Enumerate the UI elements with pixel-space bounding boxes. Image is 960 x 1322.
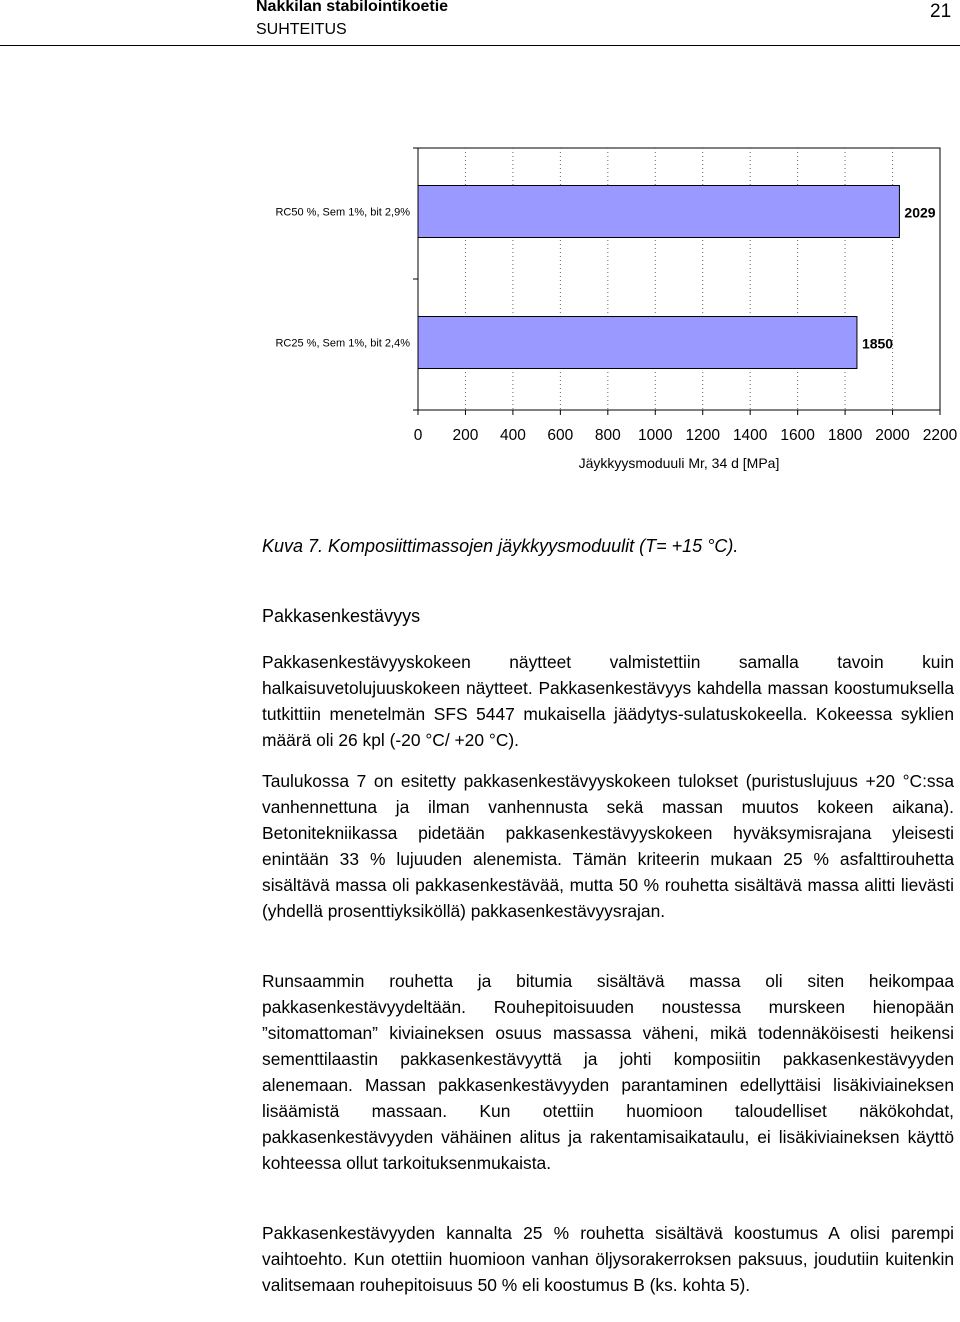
category-label: RC25 %, Sem 1%, bit 2,4% bbox=[275, 337, 410, 350]
bar bbox=[418, 317, 857, 369]
paragraph: Runsaammin rouhetta ja bitumia sisältävä massa oli siten heikompaa pakkasenkestävyydeltään. Rouhepitoisuuden noustessa murskeen hienopään ”sitomattoman” kiviaineksen osuus massassa väheni, mikä todennäköisesti heikensi sementtilaastin pakkasenkestävyyttä ja johti komposiitin pakkasenkestävyyden alenemaan. Massan pakkasenkestävyyden parantaminen edellyttäisi lisäkiviaineksen lisäämistä massaan. Kun otettiin huomioon taloudelliset näkökohdat, pakkasenkestävyyden vähäinen alitus ja rakentamisaikataulu, ei lisäkiviaineksen käyttö kohteessa ollut tarkoituksenmukaista. bbox=[262, 971, 954, 1173]
paragraph: Taulukossa 7 on esitetty pakkasenkestävyyskokeen tulokset (puristuslujuus +20 °C:ssa vanhennettuna ja ilman vanhennusta sekä massan muutos kokeen aikana). Betonitekniikassa pidetään pakkasenkestävyyskokeen hyväksymisrajana yleisesti enintään 33 % lujuuden alenemista. Tämän kriteerin mukaan 25 % asfalttirouhetta sisältävä massa oli pakkasenkestävää, mutta 50 % rouhetta sisältävä massa alitti lievästi (yhdellä prosenttiyksiköllä) pakkasenkestävyysrajan. bbox=[262, 771, 954, 921]
x-tick-label: 1000 bbox=[638, 427, 673, 444]
category-label: RC50 %, Sem 1%, bit 2,9% bbox=[275, 206, 410, 219]
x-tick-label: 2000 bbox=[875, 427, 910, 444]
paragraph: Pakkasenkestävyyskokeen näytteet valmistettiin samalla tavoin kuin halkaisuvetolujuuskokeen näytteet. Pakkasenkestävyys kahdella massan koostumuksella tutkittiin menetelmän SFS 5447 mukaisella jäädytys-sulatuskokeella. Kokeessa syklien määrä oli 26 kpl (-20 °C/ +20 °C). bbox=[262, 652, 954, 750]
x-tick-label: 1400 bbox=[732, 427, 768, 444]
x-tick-label: 800 bbox=[594, 427, 621, 444]
x-axis-title: Jäykkyysmoduuli Mr, 34 d [MPa] bbox=[578, 455, 780, 471]
x-tick-label: 0 bbox=[413, 427, 423, 444]
x-tick-label: 1200 bbox=[685, 427, 720, 444]
section-name: SUHTEITUS bbox=[256, 21, 347, 38]
document-title: Nakkilan stabilointikoetie bbox=[256, 0, 449, 15]
paragraph: Pakkasenkestävyyden kannalta 25 % rouhetta sisältävä koostumus A olisi parempi vaihtoehto. Kun otettiin huomioon vanhan öljysorakerroksen paksuus, joudutiin kuitenkin valitsemaan rouhepitoisuus 50 % eli koostumus B (ks. kohta 5). bbox=[262, 1223, 954, 1295]
x-tick-label: 600 bbox=[547, 427, 574, 444]
stiffness-bar-chart bbox=[0, 140, 960, 480]
section-heading: Pakkasenkestävyys bbox=[262, 606, 421, 626]
bar bbox=[418, 186, 899, 238]
x-tick-label: 400 bbox=[499, 427, 526, 444]
figure-caption: Kuva 7. Komposiittimassojen jäykkyysmoduulit (T= +15 °C). bbox=[262, 536, 739, 556]
header-rule bbox=[0, 45, 960, 46]
x-tick-label: 200 bbox=[452, 427, 479, 444]
x-tick-label: 1800 bbox=[827, 427, 863, 444]
page-number: 21 bbox=[930, 1, 952, 22]
page-header bbox=[0, 0, 960, 46]
x-tick-label: 2200 bbox=[922, 427, 958, 444]
data-label: 2029 bbox=[904, 204, 936, 221]
x-tick-label: 1600 bbox=[780, 427, 815, 444]
data-label: 1850 bbox=[861, 335, 894, 352]
